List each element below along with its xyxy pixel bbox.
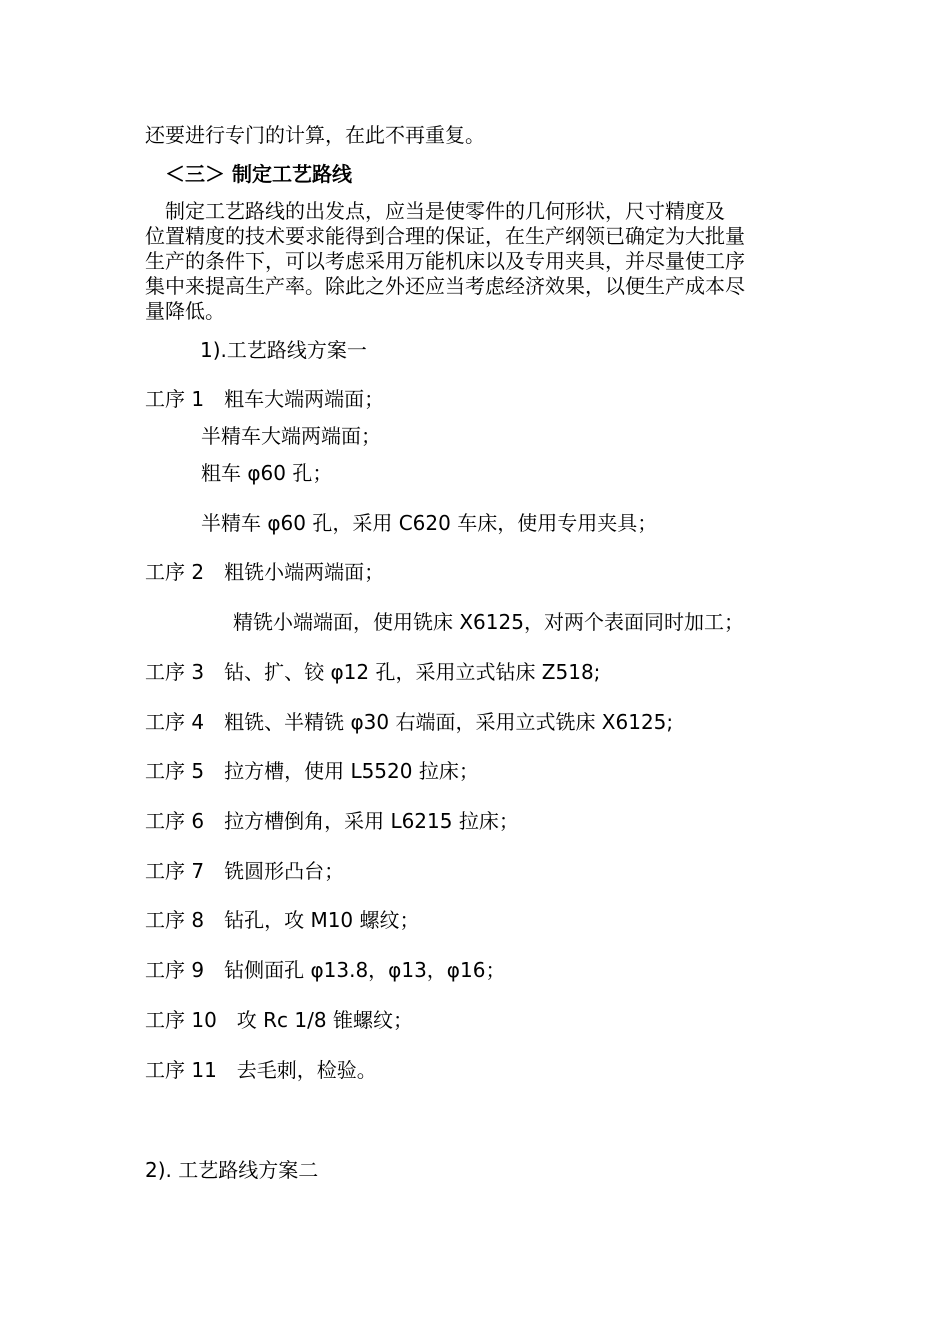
process-step-11: 工序 11 去毛刺，检验。 xyxy=(145,1058,377,1082)
process-step-6: 工序 6 拉方槽倒角，采用 L6215 拉床； xyxy=(145,809,519,833)
section-heading: ＜三＞ 制定工艺路线 xyxy=(165,162,352,186)
intro-line: 还要进行专门的计算，在此不再重复。 xyxy=(145,123,485,147)
paragraph-line: 量降低。 xyxy=(145,299,225,323)
process-step-8: 工序 8 钻孔，攻 M10 螺纹； xyxy=(145,908,420,932)
process-step-1-sub: 半精车大端两端面； xyxy=(201,424,381,448)
process-step-1-sub: 粗车 φ60 孔； xyxy=(201,461,333,485)
process-step-10: 工序 10 攻 Rc 1/8 锥螺纹； xyxy=(145,1008,413,1032)
process-step-3: 工序 3 钻、扩、铰 φ12 孔，采用立式钻床 Z518; xyxy=(145,660,601,684)
intro-paragraph xyxy=(145,199,810,324)
process-step-4: 工序 4 粗铣、半精铣 φ30 右端面，采用立式铣床 X6125; xyxy=(145,710,674,734)
plan1-title: 1).工艺路线方案一 xyxy=(200,338,367,362)
process-step-7: 工序 7 铣圆形凸台； xyxy=(145,859,345,883)
paragraph-line: 位置精度的技术要求能得到合理的保证，在生产纲领已确定为大批量 xyxy=(145,224,745,248)
process-step-2-sub: 精铣小端端面，使用铣床 X6125，对两个表面同时加工； xyxy=(233,610,744,634)
plan2-title: 2). 工艺路线方案二 xyxy=(145,1158,319,1182)
process-step-2: 工序 2 粗铣小端两端面； xyxy=(145,560,385,584)
paragraph-line: 生产的条件下，可以考虑采用万能机床以及专用夹具，并尽量使工序 xyxy=(145,249,745,273)
process-step-1-sub: 半精车 φ60 孔，采用 C620 车床，使用专用夹具； xyxy=(201,511,658,535)
process-step-9: 工序 9 钻侧面孔 φ13.8，φ13，φ16； xyxy=(145,958,506,982)
process-step-1: 工序 1 粗车大端两端面； xyxy=(145,387,385,411)
paragraph-line: 集中来提高生产率。除此之外还应当考虑经济效果，以便生产成本尽 xyxy=(145,274,745,298)
paragraph-line: 制定工艺路线的出发点，应当是使零件的几何形状，尺寸精度及 xyxy=(145,199,725,223)
process-step-5: 工序 5 拉方槽，使用 L5520 拉床； xyxy=(145,759,479,783)
